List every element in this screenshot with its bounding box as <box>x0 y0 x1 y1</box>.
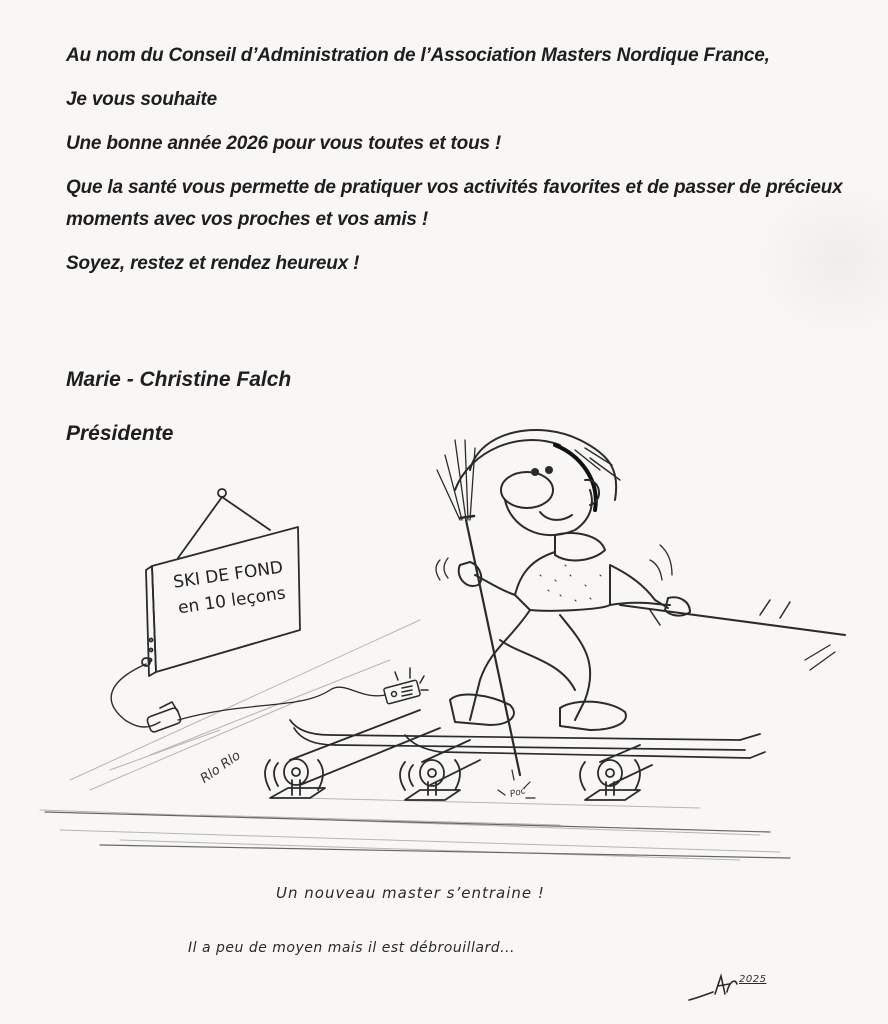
motor-cable <box>178 687 385 720</box>
floor-planks <box>45 812 790 858</box>
roller-left <box>265 710 440 798</box>
greeting-message <box>66 40 846 292</box>
roller-right <box>580 745 652 800</box>
greeting-line-happy: Soyez, restez et rendez heureux ! <box>66 253 360 274</box>
skier-illustration <box>0 350 888 880</box>
skis <box>290 720 765 758</box>
artist-signature <box>685 970 795 1010</box>
greeting-line-intro: Au nom du Conseil d’Administration de l’Association Masters Nordique France, <box>66 45 770 66</box>
cartoon-skier <box>436 430 845 775</box>
greeting-line-health: Que la santé vous permette de pratiquer vos activités favorites et de passer de précieux moments avec vos proches et vos amis ! <box>66 177 843 230</box>
control-box <box>384 668 428 704</box>
branch-stick <box>620 605 845 635</box>
sweater-texture <box>540 565 601 601</box>
caption-line-2: Il a peu de moyen mais il est débrouillard... <box>188 940 515 956</box>
sign-line-1: SKI DE FOND <box>172 557 285 593</box>
president-name: Marie - Christine Falch <box>66 368 292 391</box>
greeting-line-wish: Je vous souhaite <box>66 89 217 110</box>
motor <box>146 702 182 733</box>
signature-year: 2025 <box>739 974 767 985</box>
caption-line-1: Un nouveau master s’entraine ! <box>276 884 545 902</box>
broom-bristles <box>437 440 475 520</box>
president-title: Présidente <box>66 422 174 445</box>
greeting-line-new-year: Une bonne année 2026 pour vous toutes et tous ! <box>66 133 502 154</box>
pole-sound-effect: Poc <box>508 786 527 800</box>
roller-sound-effect: Rlo Rlo <box>197 748 244 787</box>
roller-middle <box>400 740 480 800</box>
sign-line-2: en 10 leçons <box>176 583 287 619</box>
